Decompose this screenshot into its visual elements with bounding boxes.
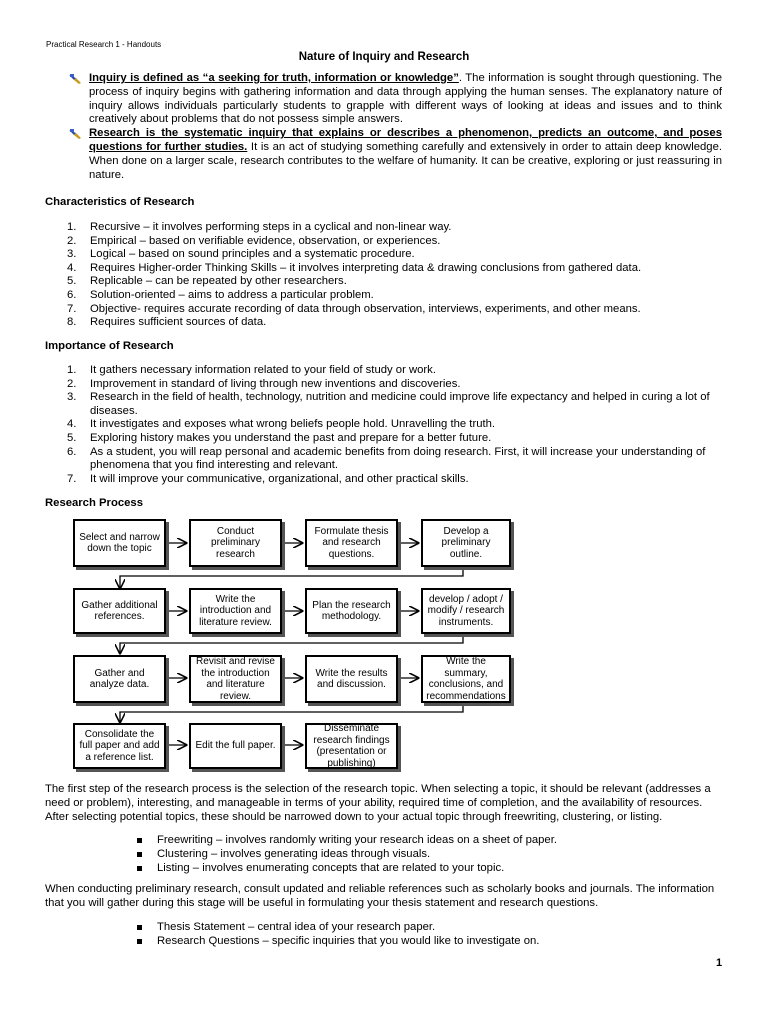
list-item: Thesis Statement – central idea of your research paper. (135, 920, 715, 934)
process-step-3: Formulate thesis and research questions. (305, 519, 398, 567)
importance-heading: Importance of Research (45, 340, 174, 352)
list-item: 5. Exploring history makes you understand the past and prepare for a better future. (67, 431, 492, 444)
list-item: 3. Logical – based on sound principles and a systematic procedure. (67, 248, 415, 261)
process-step-4: Develop a preliminary outline. (421, 519, 511, 567)
list-item: 7. It will improve your communicative, organizational, and other practical skills. (67, 472, 469, 485)
list-item: 1. It gathers necessary information related to your field of study or work. (67, 364, 436, 376)
process-step-1: Select and narrow down the topic (73, 519, 166, 567)
list-item: 8. Requires sufficient sources of data. (67, 316, 267, 329)
list-item: 2. Empirical – based on verifiable evidence, observation, or experiences. (67, 234, 441, 247)
characteristics-heading: Characteristics of Research (45, 196, 195, 208)
list-item: 6. Solution-oriented – aims to address a particular problem. (67, 288, 374, 301)
thesis-terms-list (135, 920, 715, 948)
list-item: 4. It investigates and exposes what wrong beliefs people hold. Unravelling the truth. (67, 418, 496, 431)
process-heading: Research Process (45, 497, 143, 509)
process-step-12: Write the summary, conclusions, and recommendations (421, 655, 511, 703)
research-definition-term: Research is the systematic inquiry that explains or describes a phenomenon, predicts an outcome, and poses questions for further studies. (89, 127, 722, 153)
list-item: Research Questions – specific inquiries that you would like to investigate on. (135, 934, 715, 948)
list-item: Clustering – involves generating ideas through visuals. (135, 847, 715, 861)
process-step-10: Revisit and revise the introduction and literature review. (189, 655, 282, 703)
list-item: 4. Requires Higher-order Thinking Skills – it involves interpreting data & drawing conclusions from gathered data. (67, 261, 642, 274)
list-item: 6. As a student, you will reap personal and academic benefits from doing research. First, it will increase your understanding of phenomena that you find interesting and relevant. (67, 445, 706, 472)
process-step-13: Consolidate the full paper and add a reference list. (73, 723, 166, 769)
page-number: 1 (716, 957, 723, 969)
process-step-5: Gather additional references. (73, 588, 166, 634)
list-item: Listing – involves enumerating concepts that are related to your topic. (135, 861, 715, 875)
process-step-15: Disseminate research findings (presentation or publishing) (305, 723, 398, 769)
process-step-8: develop / adopt / modify / research instruments. (421, 588, 511, 634)
process-step-2: Conduct preliminary research (189, 519, 282, 567)
list-item: 1. Recursive – it involves performing steps in a cyclical and non-linear way. (67, 221, 452, 233)
process-step-14: Edit the full paper. (189, 723, 282, 769)
inquiry-definition-text: . The information is sought through questioning. The process of inquiry begins with gathering information and data through applying the human senses. The explanatory nature of inquiry allows individuals particularly students to grapple with different ways of looking at ideas and issues and to think creatively about problems that do not possess simple answers. (89, 72, 722, 126)
header-label: Practical Research 1 - Handouts (46, 40, 162, 49)
list-item: 3. Research in the field of health, technology, nutrition and medicine could improve life expectancy and helped in curing a lot of diseases. (67, 391, 710, 417)
process-step-7: Plan the research methodology. (305, 588, 398, 634)
list-item: 7. Objective- requires accurate recording of data through observation, interviews, experiments, and other means. (67, 302, 641, 315)
process-step-11: Write the results and discussion. (305, 655, 398, 703)
topic-selection-paragraph: The first step of the research process is the selection of the research topic. When selecting a topic, it should be relevant (addresses a need or problem), interesting, and manageable in terms of your ability, required time of completion, and the availability of resources. After selecting potential topics, these should be narrowed down to your actual topic through freewriting, clustering, or listing. (45, 783, 711, 823)
process-step-9: Gather and analyze data. (73, 655, 166, 703)
topic-narrowing-techniques (135, 833, 715, 875)
page-title: Nature of Inquiry and Research (298, 51, 470, 63)
preliminary-research-paragraph: When conducting preliminary research, consult updated and reliable references such as scholarly books and journals. The information that you will gather during this stage will be useful in formulating your thesis statement and research questions. (45, 883, 715, 909)
list-item: 2. Improvement in standard of living through new inventions and discoveries. (67, 377, 461, 390)
process-step-6: Write the introduction and literature review. (189, 588, 282, 634)
research-definition-text: It is an act of studying something carefully and extensively in order to attain deep knowledge. When done on a larger scale, research contributes to the welfare of humanity. It can be creative, exploring or just reassuring in nature. (89, 140, 722, 181)
list-item: Freewriting – involves randomly writing your research ideas on a sheet of paper. (135, 833, 715, 847)
inquiry-definition-term: Inquiry is defined as “a seeking for truth, information or knowledge” (89, 72, 459, 84)
list-item: 5. Replicable – can be repeated by other researchers. (67, 275, 347, 288)
